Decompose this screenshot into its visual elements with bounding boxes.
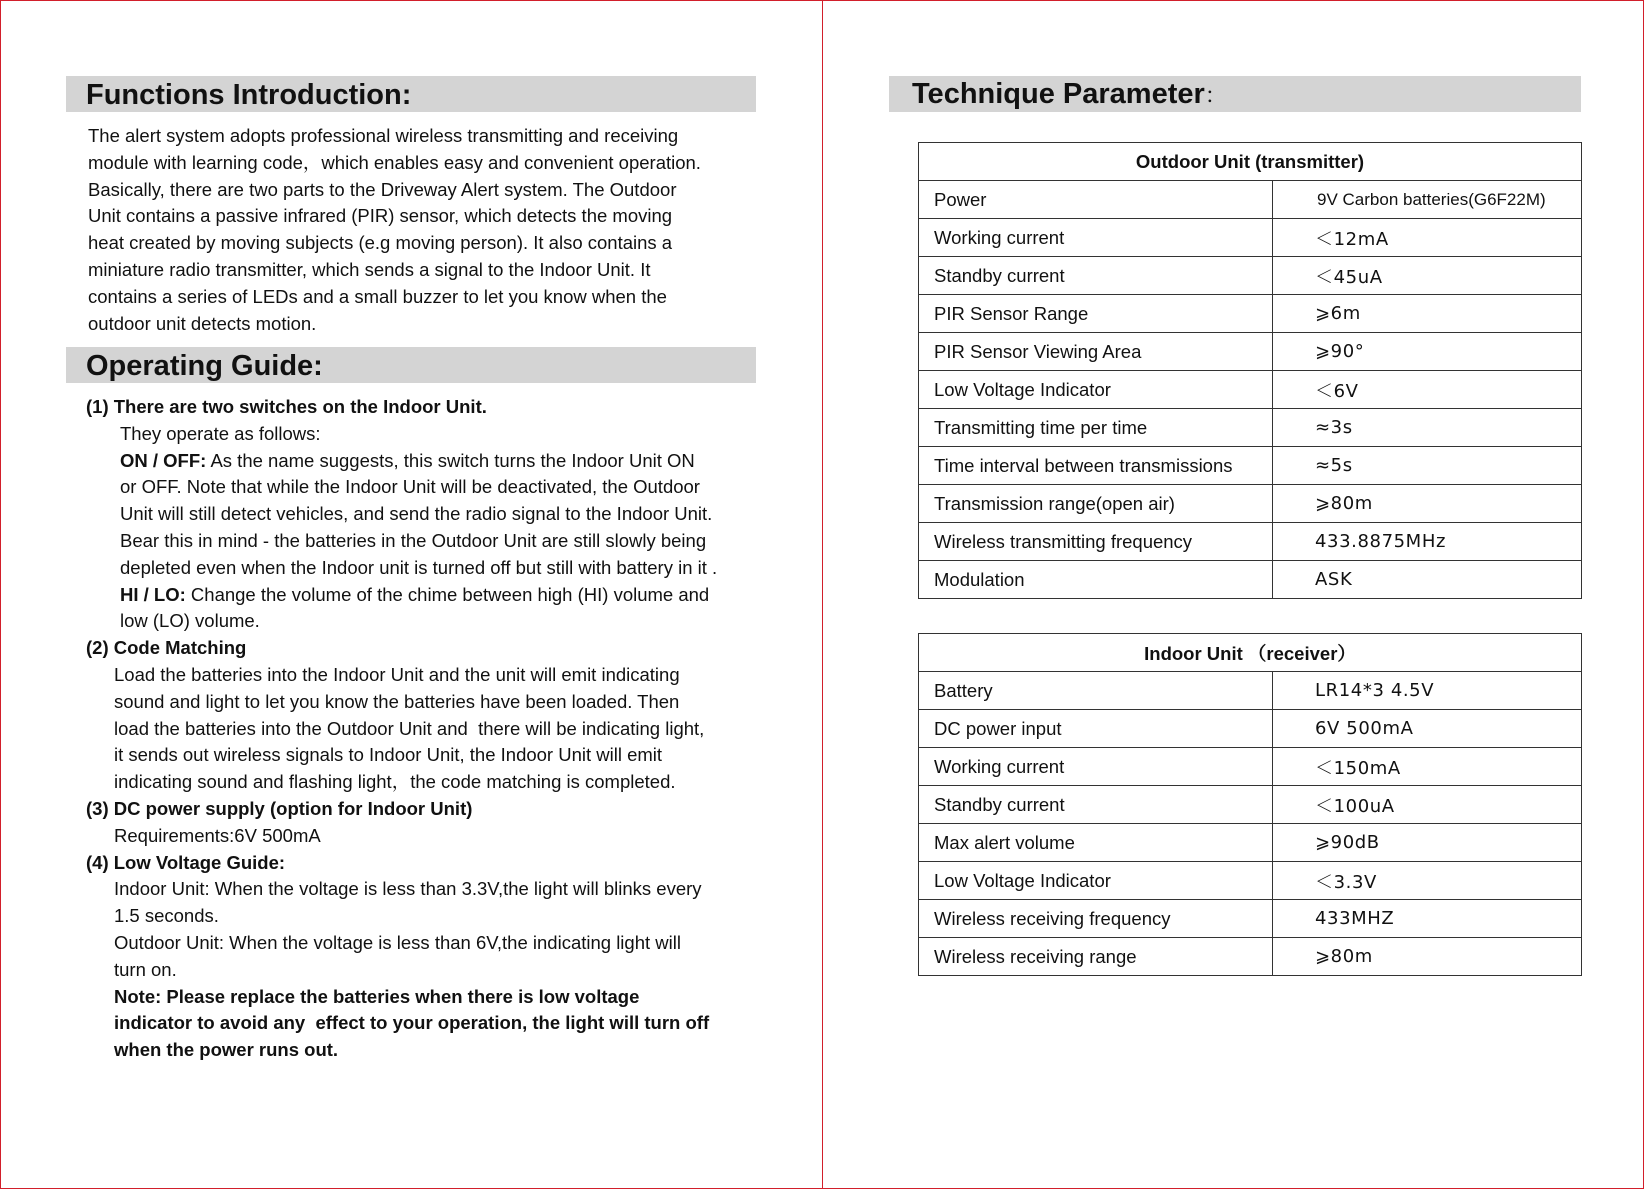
param-value: 9V Carbon batteries(G6F22M) bbox=[1273, 181, 1582, 219]
technique-parameter-title: Technique Parameter bbox=[912, 78, 1205, 110]
param-label: Standby current bbox=[919, 257, 1273, 295]
section-2-line: Load the batteries into the Indoor Unit and the unit will emit indicating bbox=[114, 663, 680, 685]
param-label: Battery bbox=[919, 672, 1273, 710]
param-value: ⩾80m bbox=[1273, 938, 1582, 976]
note-line: indicator to avoid any effect to your operation, the light will turn off bbox=[114, 1012, 710, 1034]
param-label: Transmitting time per time bbox=[919, 409, 1273, 447]
param-label: Modulation bbox=[919, 561, 1273, 599]
param-label: Wireless receiving frequency bbox=[919, 900, 1273, 938]
functions-introduction-title: Functions Introduction: bbox=[86, 79, 412, 111]
param-value: 6V 500mA bbox=[1273, 710, 1582, 748]
param-value: ＜45uA bbox=[1273, 257, 1582, 295]
section-2-title: (2) Code Matching bbox=[86, 637, 247, 659]
param-value: ＜6V bbox=[1273, 371, 1582, 409]
param-label: Power bbox=[919, 181, 1273, 219]
functions-introduction-heading bbox=[66, 76, 756, 112]
param-value: ＜150mA bbox=[1273, 748, 1582, 786]
param-value: ⩾90dB bbox=[1273, 824, 1582, 862]
on-off-text-line: Bear this in mind - the batteries in the Outdoor Unit are still slowly being bbox=[120, 529, 707, 551]
on-off-text-line: Unit will still detect vehicles, and send the radio signal to the Indoor Unit. bbox=[120, 503, 713, 525]
table-row bbox=[919, 862, 1582, 900]
indoor-unit-table bbox=[918, 633, 1582, 976]
table-row bbox=[919, 561, 1582, 599]
on-off-text: As the name suggests, this switch turns the Indoor Unit ON bbox=[206, 449, 695, 471]
param-value: ≈3s bbox=[1273, 409, 1582, 447]
table-row bbox=[919, 219, 1582, 257]
param-label: PIR Sensor Range bbox=[919, 295, 1273, 333]
right-page bbox=[822, 0, 1644, 1189]
table-row bbox=[919, 485, 1582, 523]
table-row bbox=[919, 371, 1582, 409]
param-label: Wireless receiving range bbox=[919, 938, 1273, 976]
functions-line: The alert system adopts professional wireless transmitting and receiving bbox=[88, 125, 679, 146]
functions-line: miniature radio transmitter, which sends a signal to the Indoor Unit. It bbox=[88, 258, 651, 280]
on-off-line bbox=[86, 448, 717, 475]
table-row bbox=[919, 333, 1582, 371]
param-label: Working current bbox=[919, 748, 1273, 786]
section-4-line: Indoor Unit: When the voltage is less than 3.3V,the light will blinks every bbox=[114, 878, 702, 900]
param-value: ⩾80m bbox=[1273, 485, 1582, 523]
indoor-table-body bbox=[919, 672, 1582, 976]
param-label: PIR Sensor Viewing Area bbox=[919, 333, 1273, 371]
title-colon: ： bbox=[1204, 83, 1227, 108]
outdoor-table-body bbox=[919, 181, 1582, 599]
note-line: Note: Please replace the batteries when there is low voltage bbox=[114, 985, 640, 1007]
table-row bbox=[919, 447, 1582, 485]
section-1-intro: They operate as follows: bbox=[120, 422, 321, 444]
table-row bbox=[919, 181, 1582, 219]
operating-guide-heading bbox=[66, 347, 756, 383]
functions-line: module with learning code，which enables easy and convenient operation. bbox=[88, 151, 701, 173]
hi-lo-line bbox=[86, 582, 717, 609]
section-4-line: turn on. bbox=[114, 958, 177, 980]
param-label: Low Voltage Indicator bbox=[919, 371, 1273, 409]
table-row bbox=[919, 900, 1582, 938]
functions-paragraph bbox=[88, 123, 701, 337]
table-row bbox=[919, 748, 1582, 786]
on-off-text-line: or OFF. Note that while the Indoor Unit will be deactivated, the Outdoor bbox=[120, 476, 700, 498]
param-value: 433.8875MHz bbox=[1273, 523, 1582, 561]
hi-lo-text: Change the volume of the chime between high (HI) volume and bbox=[185, 583, 710, 605]
param-label: Wireless transmitting frequency bbox=[919, 523, 1273, 561]
param-label: Time interval between transmissions bbox=[919, 447, 1273, 485]
functions-line: heat created by moving subjects (e.g moving person). It also contains a bbox=[88, 232, 673, 254]
section-2-line: sound and light to let you know the batteries have been loaded. Then bbox=[114, 690, 680, 712]
table-row bbox=[919, 257, 1582, 295]
param-label: DC power input bbox=[919, 710, 1273, 748]
section-4-title: (4) Low Voltage Guide: bbox=[86, 851, 286, 873]
param-label: Low Voltage Indicator bbox=[919, 862, 1273, 900]
param-label: Standby current bbox=[919, 786, 1273, 824]
hi-lo-label: HI / LO: bbox=[120, 583, 186, 605]
on-off-label: ON / OFF: bbox=[120, 449, 207, 471]
functions-line: Basically, there are two parts to the Driveway Alert system. The Outdoor bbox=[88, 178, 677, 200]
outdoor-table-header-row bbox=[919, 143, 1582, 181]
section-4-line: Outdoor Unit: When the voltage is less than 6V,the indicating light will bbox=[114, 931, 681, 953]
section-4-line: 1.5 seconds. bbox=[114, 905, 219, 927]
param-value: ＜3.3V bbox=[1273, 862, 1582, 900]
functions-line: contains a series of LEDs and a small buzzer to let you know when the bbox=[88, 285, 667, 307]
on-off-text-line: depleted even when the Indoor unit is turned off but still with battery in it . bbox=[120, 556, 718, 578]
functions-line: Unit contains a passive infrared (PIR) sensor, which detects the moving bbox=[88, 205, 673, 227]
section-2-line: load the batteries into the Outdoor Unit and there will be indicating light, bbox=[114, 717, 705, 739]
param-value: ⩾90° bbox=[1273, 333, 1582, 371]
param-value: LR14*3 4.5V bbox=[1273, 672, 1582, 710]
param-label: Max alert volume bbox=[919, 824, 1273, 862]
table-row bbox=[919, 938, 1582, 976]
table-row bbox=[919, 672, 1582, 710]
outdoor-table-header: Outdoor Unit (transmitter) bbox=[919, 143, 1582, 181]
section-2-line: it sends out wireless signals to Indoor Unit, the Indoor Unit will emit bbox=[114, 744, 663, 766]
param-value: ＜12mA bbox=[1273, 219, 1582, 257]
table-row bbox=[919, 710, 1582, 748]
param-label: Working current bbox=[919, 219, 1273, 257]
operating-guide-body bbox=[86, 394, 717, 1064]
param-value: 433MHZ bbox=[1273, 900, 1582, 938]
operating-guide-title: Operating Guide: bbox=[86, 350, 323, 382]
indoor-table-header: Indoor Unit （receiver） bbox=[919, 634, 1582, 672]
section-1-title: (1) There are two switches on the Indoor Unit. bbox=[86, 396, 487, 417]
param-value: ⩾6m bbox=[1273, 295, 1582, 333]
note-line: when the power runs out. bbox=[114, 1039, 339, 1061]
indoor-table-header-row bbox=[919, 634, 1582, 672]
section-2-line: indicating sound and flashing light，the code matching is completed. bbox=[114, 771, 676, 793]
param-value: ≈5s bbox=[1273, 447, 1582, 485]
hi-lo-text-line: low (LO) volume. bbox=[120, 610, 260, 632]
table-row bbox=[919, 409, 1582, 447]
param-value: ASK bbox=[1273, 561, 1582, 599]
param-label: Transmission range(open air) bbox=[919, 485, 1273, 523]
table-row bbox=[919, 295, 1582, 333]
table-row bbox=[919, 824, 1582, 862]
functions-line: outdoor unit detects motion. bbox=[88, 312, 317, 334]
technique-parameter-heading bbox=[889, 76, 1581, 112]
table-row bbox=[919, 786, 1582, 824]
left-page bbox=[0, 0, 823, 1189]
outdoor-unit-table bbox=[918, 142, 1582, 599]
section-3-line: Requirements:6V 500mA bbox=[114, 824, 321, 846]
section-3-title: (3) DC power supply (option for Indoor Unit) bbox=[86, 797, 473, 819]
table-row bbox=[919, 523, 1582, 561]
param-value: ＜100uA bbox=[1273, 786, 1582, 824]
